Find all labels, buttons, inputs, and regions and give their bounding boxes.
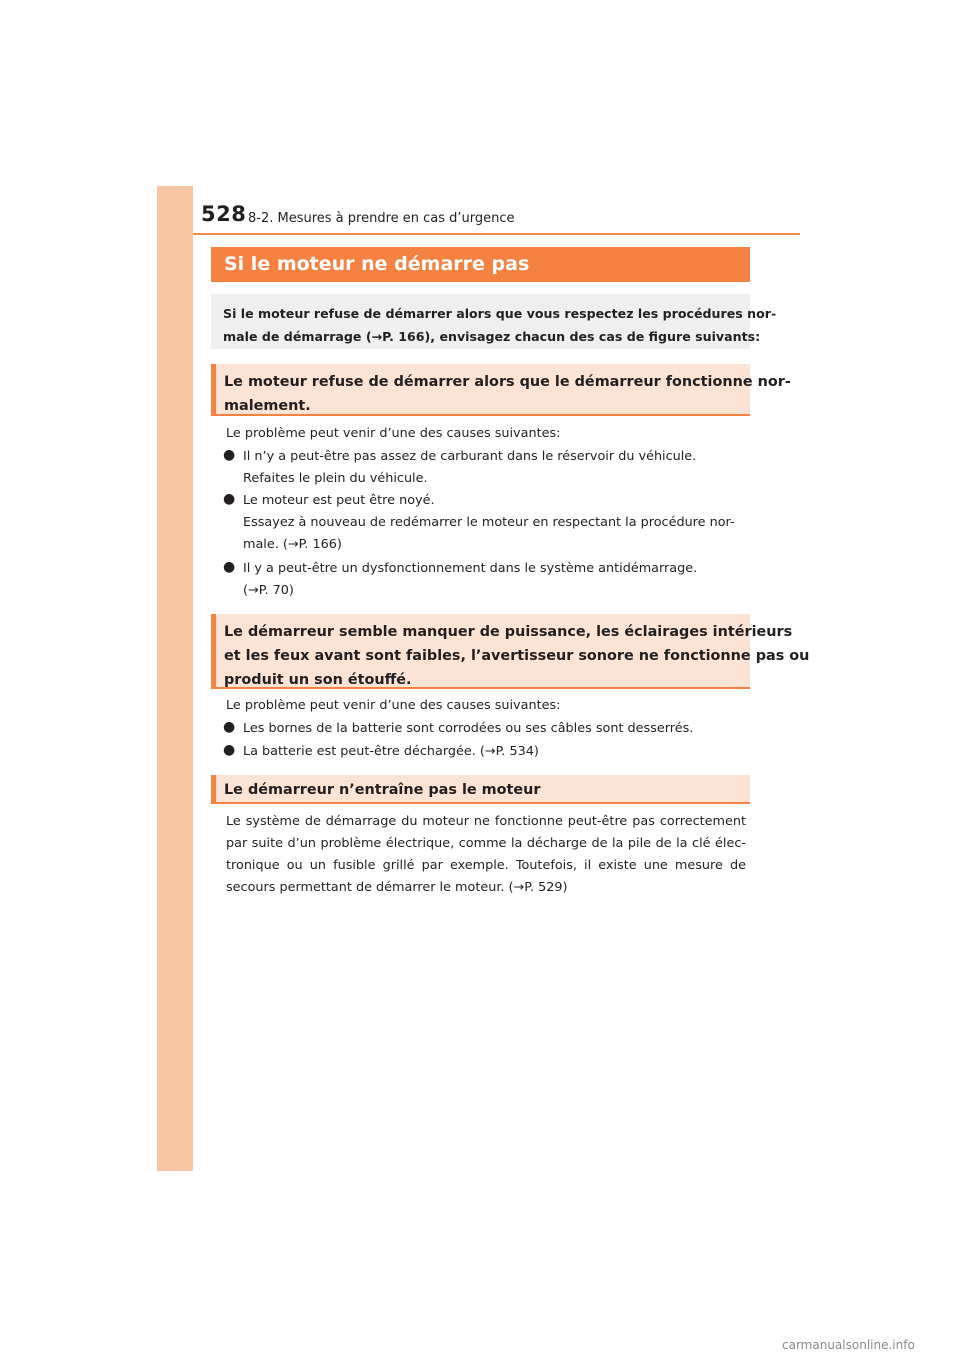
list-item: La batterie est peut-être déchargée. (→P. 534) (243, 744, 539, 759)
header-divider (193, 233, 800, 235)
list-item-line: Il n’y a peut-être pas assez de carburant dans le réservoir du véhicule. (243, 449, 697, 464)
watermark: carmanualsonline.info (782, 1338, 915, 1352)
subheading-case-3 (211, 775, 750, 804)
bullet-icon: ● (223, 491, 236, 507)
list-item-line: Essayez à nouveau de redémarrer le moteur en respectant la procédure nor- (243, 515, 735, 530)
subheading-line: Le démarreur semble manquer de puissance, les éclairages intérieurs (224, 624, 793, 640)
paragraph-line: secours permettant de démarrer le moteur. (→P. 529) (226, 880, 568, 895)
main-title: Si le moteur ne démarre pas (224, 253, 530, 275)
list-item (243, 446, 696, 490)
paragraph-line: par suite d’un problème électrique, comme la décharge de la pile de la clé élec- (226, 836, 746, 851)
page-number: 528 (201, 202, 247, 226)
subheading-case-2 (211, 614, 810, 689)
main-title-banner (211, 247, 750, 282)
subheading-line: malement. (224, 398, 311, 414)
subheading-line: Le démarreur n’entraîne pas le moteur (224, 782, 541, 798)
list-item (243, 558, 697, 602)
intro-line: male de démarrage (→P. 166), envisagez chacun des cas de figure suivants: (223, 329, 761, 344)
paragraph-line: Le système de démarrage du moteur ne fonctionne peut-être pas correctement (226, 814, 746, 829)
list-item: Les bornes de la batterie sont corrodées ou ses câbles sont desserrés. (243, 721, 694, 736)
subheading-line: produit un son étouffé. (224, 672, 412, 688)
bullet-icon: ● (223, 742, 236, 758)
bullet-icon: ● (223, 559, 236, 575)
list-item-line: Il y a peut-être un dysfonctionnement dans le système antidémarrage. (243, 561, 698, 576)
bullet-icon: ● (223, 447, 236, 463)
subheading-line: Le moteur refuse de démarrer alors que le démarreur fonctionne nor- (224, 374, 791, 390)
case-1-lead: Le problème peut venir d’une des causes suivantes: (226, 426, 561, 441)
subheading-case-1 (211, 364, 791, 416)
list-item-line: Refaites le plein du véhicule. (243, 471, 428, 486)
intro-box (211, 294, 777, 349)
section-title: 8-2. Mesures à prendre en cas d’urgence (248, 211, 515, 226)
list-item-line: male. (→P. 166) (243, 537, 342, 552)
chapter-sidebar-tab (157, 186, 193, 1171)
case-3-paragraph (226, 811, 746, 899)
subheading-line: et les feux avant sont faibles, l’avertisseur sonore ne fonctionne pas ou (224, 648, 810, 664)
case-2-lead: Le problème peut venir d’une des causes suivantes: (226, 698, 561, 713)
list-item-line: Le moteur est peut être noyé. (243, 493, 435, 508)
bullet-icon: ● (223, 719, 236, 735)
paragraph-line: tronique ou un fusible grillé par exemple. Toutefois, il existe une mesure de (226, 858, 746, 873)
intro-line: Si le moteur refuse de démarrer alors que vous respectez les procédures nor- (223, 306, 777, 321)
list-item-line: (→P. 70) (243, 583, 294, 598)
list-item (243, 490, 735, 556)
